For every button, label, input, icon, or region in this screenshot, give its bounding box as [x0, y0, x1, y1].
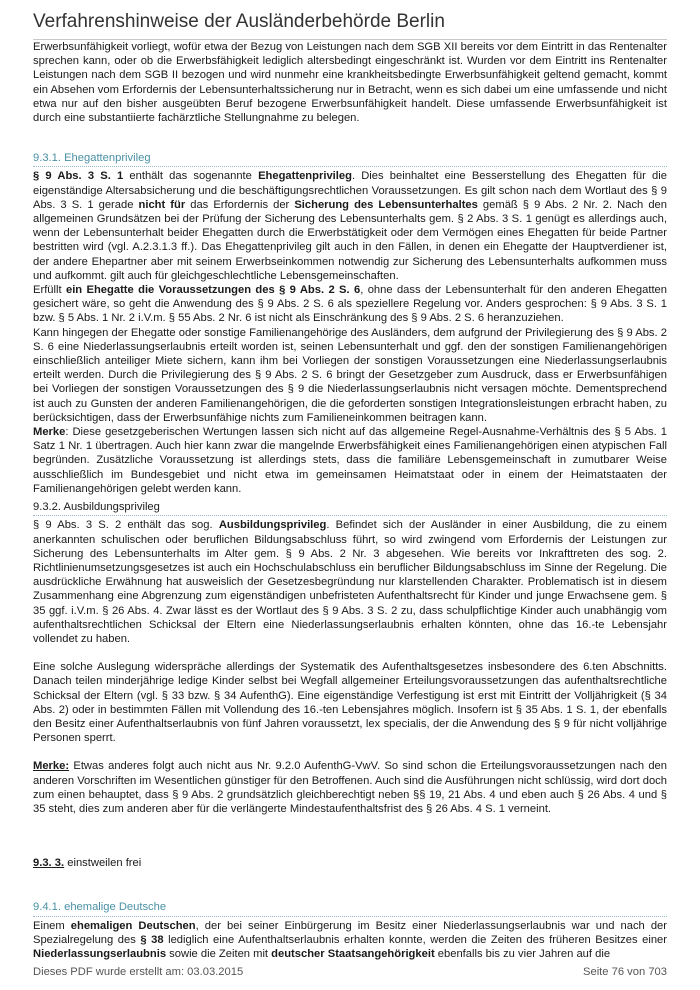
section-9-3-3: 9.3. 3. einstweilen frei — [33, 857, 142, 870]
document-body — [33, 40, 667, 961]
footer-created-date: Dieses PDF wurde erstellt am: 03.03.2015 — [33, 966, 244, 978]
page-footer — [33, 966, 667, 978]
paragraph-9-3-2-a: § 9 Abs. 3 S. 2 enthält das sog. Ausbildungsprivileg. Befindet sich der Ausländer in einer Ausbildung, die zu einem anerkannten schulischen oder beruflichen Bildungsabschluss führt, so wird zwingend vom Erfordernis der Leistungen zur Sicherung des Lebensunterhalts im Alter gem. § 9 Abs. 2 Nr. 3 abgesehen. Wie bereits vor Inkrafttreten des sog. 2. Richtlinienumsetzungsgesetzes ist auch ein Hochschulabschluss ein beruflicher Bildungsabschluss im Sinne der Regelung. Die ausdrückliche Erwähnung hat ausweislich der Gesetzesbegründung nur klarstellenden Charakter. Problematisch ist in diesem Zusammenhang eine Abgrenzung zum eigenständigen unbefristeten Aufenthaltsrecht für Kinder und junge Erwachsene gem. § 35 ggf. i.V.m. § 26 Abs. 4. Zwar lässt es der Wortlaut des § 9 Abs. 3 S. 2 zu, dass schulpflichtige Kinder auch unabhängig vom aufenthaltsrechtlichen Schicksal der Eltern eine Niederlassungserlaubnis erhalten könnten, ohne das 16.-te Lebensjahr vollendet zu haben. — [33, 519, 667, 645]
section-heading-9-4-1: 9.4.1. ehemalige Deutsche — [33, 900, 667, 916]
paragraph-9-3-1-d: Merke: Diese gesetzgeberischen Wertungen lassen sich nicht auf das allgemeine Regel-Ausnahme-Verhältnis des § 5 Abs. 1 Satz 1 Nr. 1 übertragen. Auch hier kann zwar die mangelnde Erwerbsfähigkeit eines Familienangehörigen einen atypischen Fall begründen. Zusätzliche Voraussetzung ist allerdings stets, dass die familiäre Lebensgemeinschaft in zumutbarer Weise ausschließlich im Bundesgebiet und nicht etwa im gemeinsamen Heimatstaat oder in einem der Heimatstaaten der Familienangehörigen gelebt werden kann. — [33, 426, 667, 495]
paragraph-9-3-1-a: § 9 Abs. 3 S. 1 enthält das sogenannte Ehegattenprivileg. Dies beinhaltet eine Besserstellung des Ehegatten für die eigenständige Altersabsicherung und die beschäftigungsrechtlichen Voraussetzungen. Es gilt schon nach dem Wortlaut des § 9 Abs. 3 S. 1 gerade nicht für das Erfordernis der Sicherung des Lebensunterhaltes gemäß § 9 Abs. 2 Nr. 2. Nach den allgemeinen Grundsätzen bei der Prüfung der Sicherung des Lebensunterhalts gem. § 2 Abs. 3 S. 1 genügt es allerdings auch, wenn der Lebensunterhalt beider Ehegatten durch die Erwerbstätigkeit oder dem Vermögen eines Ehegatten für beide Partner bestritten wird (vgl. A.2.3.1.3 ff.). Das Ehegattenprivileg gilt auch in den Fällen, in denen ein Ehegatte der Hauptverdiener ist, der andere Ehepartner aber mit seinem Erwerbseinkommen notwendig zur Sicherung des Lebensunterhalts aufkommen muss und aufkommt. gilt auch für gleichgeschlechtliche Lebensgemeinschaften. — [33, 170, 667, 282]
paragraph-9-3-1-c: Kann hingegen der Ehegatte oder sonstige Familienangehörige des Ausländers, dem aufgrund der Privilegierung des § 9 Abs. 2 S. 6 eine Niederlassungserlaubnis erteilt worden ist, seinen Lebensunterhalt und ggf. den der sonstigen Familienangehörigen einschließlich anteiliger Miete sichern, kann ihm bei Vorliegen der sonstigen Voraussetzungen eine Niederlassungserlaubnis erteilt werden. Durch die Privilegierung des § 9 Abs. 2 S. 6 bringt der Gesetzgeber zum Ausdruck, dass er Erwerbsunfähigen bei Vorliegen der sonstigen Voraussetzungen des § 9 die Niederlassungserlaubnis nicht versagen möchte. Dementsprechend ist auch zu Gunsten der anderen Familienangehörigen, die die geforderten sonstigen Integrationsleistungen erbracht haben, zu berücksichtigen, dass der Erwerbsunfähige nichts zum Familieneinkommen beitragen kann. — [33, 326, 667, 424]
intro-paragraph: Erwerbsunfähigkeit vorliegt, wofür etwa der Bezug von Leistungen nach dem SGB XII bereits vor dem Eintritt in das Rentenalter sprechen kann, oder ob die Erwerbsfähigkeit lediglich altersbedingt eingeschränkt ist. Wurden vor dem Eintritt ins Rentenalter Leistungen nach dem SGB II bezogen und wird nunmehr eine krankheitsbedingte Erwerbsunfähigkeit geltend gemacht, kommt ein Absehen vom Erfordernis der Lebensunterhaltssicherung nur in Betracht, wenn es sich dabei um eine umfassende und nicht etwa nur auf den bisher ausgeübten Beruf bezogene Erwerbsunfähigkeit handelt. Diese umfassende Erwerbsunfähigkeit ist durch eine substantiierte fachärztliche Stellungnahme zu belegen. — [33, 41, 667, 125]
page-title: Verfahrenshinweise der Ausländerbehörde Berlin — [33, 11, 445, 32]
section-heading-9-3-1: 9.3.1. Ehegattenprivileg — [33, 151, 667, 167]
paragraph-9-3-2-b: Eine solche Auslegung widerspräche allerdings der Systematik des Aufenthaltsgesetzes insbesondere des 6.ten Abschnitts. Danach teilen minderjährige ledige Kinder selbst bei Wegfall allgemeiner Erteilungsvoraussetzungen das aufenthaltsrechtliche Schicksal der Eltern (vgl. § 33 bzw. § 34 AufenthG). Eine eigenständige Verfestigung ist erst mit Eintritt der Volljährigkeit (§ 34 Abs. 2) oder in bestimmten Fällen mit Vollendung des 16.-ten Lebensjahres möglich. Insofern ist § 35 Abs. 1 S. 1, der ebenfalls den Besitz einer Aufenthaltserlaubnis von fünf Jahren voraussetzt, lex specialis, der die Anwendung des § 9 für nicht volljährige Personen sperrt. — [33, 661, 667, 745]
paragraph-9-3-2-c: Merke: Etwas anderes folgt auch nicht aus Nr. 9.2.0 AufenthG-VwV. So sind schon die Erteilungsvoraussetzungen nach den anderen Vorschriften im Wesentlichen günstiger für den Betroffenen. Auch sind die Ausführungen nicht schlüssig, wird dort doch zum einen behauptet, dass § 9 Abs. 2 grundsätzlich gleichberechtigt neben §§ 19, 21 Abs. 4 und eben auch § 26 Abs. 4 und § 35 steht, dies zum anderen aber für die verlängerte Mindestaufenthaltsfrist des § 26 Abs. 4 S. 1 verneint. — [33, 760, 667, 815]
paragraph-9-4-1-a: Einem ehemaligen Deutschen, der bei seiner Einbürgerung im Besitz einer Niederlassungserlaubnis war und nach der Spezialregelung des § 38 lediglich eine Aufenthaltserlaubnis erhalten konnte, werden die Zeiten des früheren Besitzes einer Niederlassungserlaubnis sowie die Zeiten mit deutscher Staatsangehörigkeit ebenfalls bis zu vier Jahren auf die — [33, 919, 667, 960]
footer-page-number: Seite 76 von 703 — [583, 966, 667, 978]
page-header — [33, 10, 667, 40]
section-heading-9-3-2: 9.3.2. Ausbildungsprivileg — [33, 500, 667, 516]
paragraph-9-3-1-b: Erfüllt ein Ehegatte die Voraussetzungen des § 9 Abs. 2 S. 6, ohne dass der Lebensunterhalt für den anderen Ehegatten gesichert wäre, so geht die Anwendung des § 9 Abs. 2 S. 6 als speziellere Regelung vor. Anders gesprochen: § 9 Abs. 3 S. 1 bzw. § 5 Abs. 1 Nr. 2 i.V.m. § 55 Abs. 2 Nr. 6 ist nicht als Einschränkung des § 9 Abs. 2 S. 6 heranzuziehen. — [33, 284, 667, 325]
